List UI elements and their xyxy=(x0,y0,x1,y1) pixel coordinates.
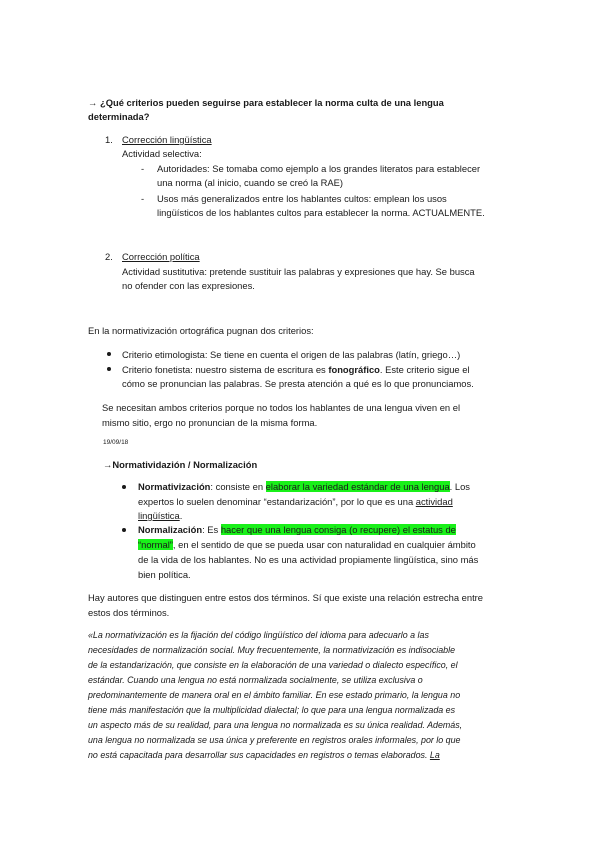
bullet-icon xyxy=(107,367,111,371)
norm-b1-line3 xyxy=(138,509,182,522)
norm-b1-line2-underlined: actividad xyxy=(415,496,453,507)
item1-number: 1. xyxy=(105,134,113,145)
bullet-icon xyxy=(122,485,126,489)
norm-b2-highlight-2: “normal” xyxy=(138,539,173,550)
question-text: ¿Qué criterios pueden seguirse para establecer la norma culta de una lengua xyxy=(97,97,444,108)
ortho-intro: En la normativización ortográfica pugnan dos criterios: xyxy=(88,325,314,336)
quote-line-5: predominantemente de manera oral en el ámbito familiar. En ese estado primario, la lengua no xyxy=(88,690,461,700)
norm-b1-text-b: . Los xyxy=(449,481,470,492)
norm-b1-line1 xyxy=(138,480,470,493)
norm-b1-line2 xyxy=(138,495,453,508)
authors-line1: Hay autores que distinguen entre estos dos términos. Sí que existe una relación estrecha entre xyxy=(88,592,484,603)
ortho-bullet-2-line1 xyxy=(122,363,470,376)
ortho-bullet-1: Criterio etimologista: Se tiene en cuenta el origen de las palabras (latín, griego…) xyxy=(122,349,461,360)
quote-line-9 xyxy=(88,749,440,763)
norm-b2-line1 xyxy=(138,523,456,536)
ortho-para-line1: Se necesitan ambos criterios porque no todos los hablantes de una lengua viven en el xyxy=(102,402,461,413)
question-line-2: determinada? xyxy=(88,111,150,122)
ortho-b2-text-a: Criterio fonetista: nuestro sistema de escritura es xyxy=(122,364,329,375)
item1-sub1-line1: Autoridades: Se tomaba como ejemplo a los grandes literatos para establecer xyxy=(157,163,481,174)
item2-line2: no ofender con las expresiones. xyxy=(122,280,255,291)
quote-line-7: un aspecto más de su realidad, para una lengua no normalizada es su única realidad. Además, xyxy=(88,720,463,730)
dash-marker: - xyxy=(141,163,145,174)
quote-line-1: «La normativización es la fijación del código lingüístico del idioma para adecuarlo a las xyxy=(88,630,429,640)
quote-line-3: de la estandarización, que consiste en la elaboración de una variedad o dialecto específico, el xyxy=(88,660,458,670)
bullet-icon xyxy=(107,352,111,356)
arrow-icon: → xyxy=(88,97,98,108)
dash-marker: - xyxy=(141,193,145,204)
quote-line-2: necesidades de normalización social. Muy frecuentemente, la normativización es indisociable xyxy=(88,645,456,655)
norm-b2-highlight-1: hacer que una lengua consiga (o recupere) el estatus de xyxy=(220,524,456,535)
norm-b1-line3-end: . xyxy=(179,510,183,521)
question-line-1 xyxy=(88,96,444,109)
quote-line-6: tiene más manifestación que la multiplicidad dialectal; lo que para una lengua normalizada es xyxy=(88,705,456,715)
authors-line2: estos dos términos. xyxy=(88,607,170,618)
quote-line-9-underlined: La xyxy=(429,750,440,760)
norm-b2-text-a: : Es xyxy=(202,524,221,535)
date-label: 19/09/18 xyxy=(103,439,129,446)
quote-line-4: estándar. Cuando una lengua no está normalizada socialmente, se utiliza exclusiva o xyxy=(88,675,423,685)
norm-b2-line4: bien política. xyxy=(138,569,191,580)
item1-title: Corrección lingüística xyxy=(122,134,212,145)
norm-b1-line3-underlined: lingüística xyxy=(138,510,180,521)
item2-title: Corrección política xyxy=(122,251,200,262)
norm-b1-line2-text: expertos lo suelen denominar “estandarización”, por lo que es una xyxy=(138,496,416,507)
norm-b1-text-a: : consiste en xyxy=(210,481,266,492)
item1-subtitle: Actividad selectiva: xyxy=(122,148,202,159)
ortho-para-line2: mismo sitio, ergo no pronuncian de la misma forma. xyxy=(102,417,318,428)
norm-b1-highlight: elaborar la variedad estándar de una lengua xyxy=(265,481,450,492)
bullet-icon xyxy=(122,528,126,532)
quote-line-8: una lengua no normalizada se usa única y preferente en registros orales informales, por lo que xyxy=(88,735,461,745)
item2-line1: Actividad sustitutiva: pretende sustituir las palabras y expresiones que hay. Se busca xyxy=(122,266,475,277)
ortho-b2-text-b: . Este criterio sigue el xyxy=(379,364,470,375)
item1-sub1-line2: una norma (al inicio, cuando se creó la RAE) xyxy=(157,177,344,188)
norm-b2-line2 xyxy=(138,538,476,551)
norm-b2-line3: de la vida de los hablantes. No es una actividad propiamente lingüística, sino más xyxy=(138,554,479,565)
quote-line-9-text: no está capacitada para desarrollar sus capacidades en registros o temas elaborados. xyxy=(88,750,430,760)
item1-sub2-line1: Usos más generalizados entre los hablantes cultos: emplean los usos xyxy=(157,193,447,204)
item2-number: 2. xyxy=(105,251,113,262)
heading-text: Normatividazión / Normalización xyxy=(112,459,258,470)
norm-b2-text-b: , en el sentido de que se pueda usar con naturalidad en cualquier ámbito xyxy=(172,539,476,550)
section-heading xyxy=(103,458,257,471)
ortho-b2-bold: fonográfico xyxy=(328,364,380,375)
norm-b2-term: Normalización xyxy=(138,524,203,535)
item1-sub2-line2: lingüísticos de los hablantes cultos para establecer la norma. ACTUALMENTE. xyxy=(157,207,485,218)
arrow-icon: → xyxy=(103,459,113,470)
norm-b1-term: Normativización xyxy=(138,481,211,492)
ortho-bullet-2-line2: cómo se pronuncian las palabras. Se presta atención a qué es lo que pronunciamos. xyxy=(122,378,474,389)
